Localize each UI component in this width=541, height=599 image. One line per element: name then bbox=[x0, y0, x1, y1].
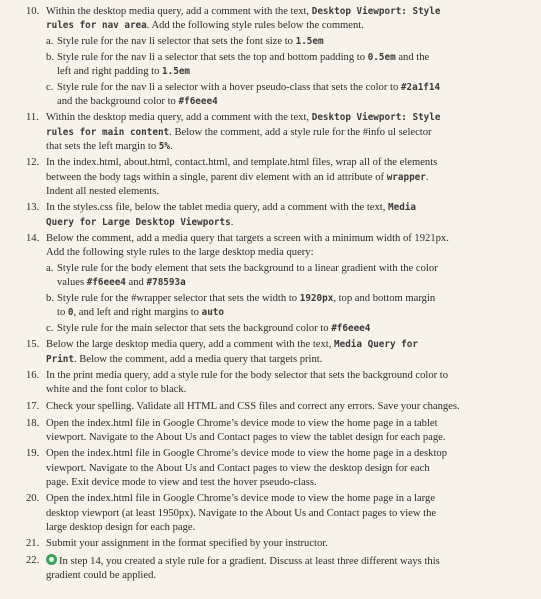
text-line bbox=[46, 353, 532, 367]
text-run: Check your spelling. Validate all HTML and CSS files and correct any errors. Save your changes. bbox=[46, 401, 460, 412]
text-line bbox=[46, 5, 532, 19]
text-line bbox=[46, 400, 532, 414]
text-run: In the styles.css file, below the tablet media query, add a comment with the text, bbox=[46, 202, 389, 214]
text-line bbox=[46, 383, 532, 397]
text-run: gradient could be applied. bbox=[46, 570, 157, 582]
text-run: Style rule for the nav li a selector with a hover pseudo-class that sets the color to bbox=[57, 81, 401, 93]
text-run: . bbox=[169, 140, 173, 152]
text-line bbox=[46, 140, 532, 154]
sub-item-label: b. bbox=[46, 51, 54, 63]
text-line bbox=[46, 537, 532, 551]
code-text: 1920px bbox=[299, 292, 334, 304]
code-text: 0 bbox=[67, 307, 74, 319]
sub-item-label: a. bbox=[46, 262, 54, 274]
item-number: 12. bbox=[26, 157, 40, 169]
sub-item-text bbox=[57, 35, 535, 49]
sub-item-label: a. bbox=[46, 35, 54, 47]
text-run: . bbox=[230, 216, 234, 228]
text-line bbox=[46, 201, 532, 215]
text-run: Open the index.html file in Google Chrome’s device mode to view the home page in a desktop bbox=[46, 448, 447, 460]
text-run: Style rule for the #wrapper selector that sets the width to bbox=[57, 292, 300, 304]
text-line bbox=[46, 369, 532, 383]
code-text: Media bbox=[388, 202, 417, 214]
text-run: left and right padding to bbox=[57, 65, 163, 77]
item-text bbox=[46, 232, 532, 260]
item-number: 17. bbox=[26, 401, 40, 412]
code-text: Desktop Viewport: Style bbox=[311, 6, 441, 17]
text-line bbox=[46, 476, 532, 490]
code-text: wrapper bbox=[386, 171, 426, 183]
text-line bbox=[46, 246, 532, 260]
text-run: Style rule for the main selector that sets the background color to bbox=[57, 322, 332, 334]
text-run: values bbox=[57, 277, 87, 289]
sub-item-text bbox=[57, 81, 535, 109]
text-line bbox=[57, 51, 535, 65]
text-line bbox=[46, 492, 532, 506]
text-run: to bbox=[57, 307, 68, 319]
text-line bbox=[46, 216, 532, 230]
text-line bbox=[46, 19, 532, 33]
code-text: 0.5em bbox=[367, 51, 396, 63]
text-run: , top and bottom margin bbox=[333, 292, 436, 304]
code-text: 1.5em bbox=[295, 35, 324, 47]
item-text bbox=[46, 447, 532, 490]
text-run: Below the comment, add a media query that targets a screen with a minimum width of 1921px. bbox=[46, 233, 449, 245]
sub-item-label: c. bbox=[46, 322, 54, 334]
text-line bbox=[46, 417, 532, 431]
text-run: Within the desktop media query, add a comment with the text, bbox=[46, 112, 312, 124]
text-line bbox=[46, 338, 532, 352]
code-text: #f6eee4 bbox=[86, 277, 126, 289]
text-line bbox=[46, 569, 532, 583]
text-run: Indent all nested elements. bbox=[46, 185, 159, 197]
text-run: , and left and right margins to bbox=[73, 307, 202, 319]
text-run: Below the large desktop media query, add a comment with the text, bbox=[46, 339, 335, 351]
item-text bbox=[46, 554, 532, 583]
sub-item-text bbox=[57, 51, 535, 79]
item-number: 16. bbox=[26, 370, 40, 382]
text-line bbox=[46, 185, 532, 199]
text-run: Within the desktop media query, add a comment with the text, bbox=[46, 6, 312, 17]
text-line bbox=[57, 292, 535, 306]
text-run: between the body tags within a single, parent div element with an id attribute of bbox=[46, 171, 387, 183]
item-number: 22. bbox=[26, 555, 40, 566]
code-text: auto bbox=[201, 307, 224, 319]
code-text: Print bbox=[46, 353, 74, 365]
item-number: 20. bbox=[26, 493, 40, 505]
sub-item-label: c. bbox=[46, 81, 54, 93]
code-text: Media Query for bbox=[334, 339, 418, 351]
code-text: Query for Large Desktop Viewports bbox=[46, 216, 231, 228]
text-run: and the background color to bbox=[57, 95, 179, 107]
text-run: Open the index.html file in Google Chrome’s device mode to view the home page in a tablet bbox=[46, 417, 438, 429]
code-text: rules for main content bbox=[46, 126, 170, 138]
text-run: desktop viewport (at least 1950px). Navigate to the About Us and Contact pages to view the bbox=[46, 507, 437, 519]
sub-item-text bbox=[57, 322, 535, 336]
text-run: Style rule for the body element that sets the background to a linear gradient with the color bbox=[57, 262, 438, 274]
code-text: #78593a bbox=[146, 277, 186, 289]
item-number: 13. bbox=[26, 202, 40, 214]
text-line bbox=[46, 171, 532, 185]
text-run: In the index.html, about.html, contact.html, and template.html files, wrap all of the elements bbox=[46, 157, 438, 169]
sub-item-label: b. bbox=[46, 292, 54, 304]
item-number: 14. bbox=[26, 233, 40, 245]
text-run: and bbox=[125, 277, 147, 289]
text-line bbox=[57, 81, 535, 95]
item-text bbox=[46, 201, 532, 229]
text-run: Style rule for the nav li selector that sets the font size to bbox=[57, 35, 296, 47]
text-line bbox=[57, 276, 535, 290]
text-run: page. Exit device mode to view and test the hover pseudo-class. bbox=[46, 476, 317, 488]
text-run: viewport. Navigate to the About Us and Contact pages to view the tablet design for each page. bbox=[46, 431, 446, 443]
code-text: #2a1f14 bbox=[400, 81, 441, 93]
text-line bbox=[46, 521, 532, 535]
sub-item-text bbox=[57, 262, 535, 290]
text-line bbox=[46, 126, 532, 140]
text-line bbox=[46, 156, 532, 170]
discussion-icon bbox=[46, 554, 57, 565]
text-run: large desktop design for each page. bbox=[46, 521, 196, 533]
text-line bbox=[46, 111, 532, 125]
code-text: 1.5em bbox=[162, 65, 191, 77]
item-text bbox=[46, 537, 532, 551]
text-run: . Below the comment, add a media query that targets print. bbox=[74, 353, 323, 365]
text-line bbox=[46, 232, 532, 246]
text-line bbox=[57, 95, 535, 109]
text-line bbox=[46, 431, 532, 445]
item-text bbox=[46, 400, 532, 414]
text-run: . Add the following style rules below the comment. bbox=[146, 20, 364, 32]
text-run: Style rule for the nav li a selector that sets the top and bottom padding to bbox=[57, 51, 368, 63]
item-text bbox=[46, 111, 532, 154]
text-line bbox=[57, 262, 535, 276]
text-run: that sets the left margin to bbox=[46, 140, 159, 152]
item-text bbox=[46, 492, 532, 535]
item-number: 21. bbox=[26, 538, 40, 550]
text-run: In step 14, you created a style rule for a gradient. Discuss at least three different ways this bbox=[59, 556, 440, 567]
item-number: 18. bbox=[26, 417, 40, 429]
text-line bbox=[57, 65, 535, 79]
text-line bbox=[46, 447, 532, 461]
item-text bbox=[46, 156, 532, 199]
item-text bbox=[46, 417, 532, 445]
sub-item-text bbox=[57, 292, 535, 320]
item-number: 15. bbox=[26, 339, 40, 351]
text-run: and the bbox=[395, 51, 430, 63]
text-line bbox=[46, 507, 532, 521]
code-text: #f6eee4 bbox=[178, 95, 218, 107]
text-line bbox=[46, 462, 532, 476]
text-run: In the print media query, add a style rule for the body selector that sets the background color to bbox=[46, 370, 449, 382]
code-text: #f6eee4 bbox=[331, 322, 371, 334]
text-line bbox=[57, 322, 535, 336]
code-text: 5% bbox=[158, 140, 170, 152]
item-text bbox=[46, 338, 532, 366]
text-run: Add the following style rules to the large desktop media query: bbox=[46, 247, 314, 259]
text-line bbox=[57, 306, 535, 320]
item-number: 10. bbox=[26, 6, 40, 17]
text-run: . Below the comment, add a style rule for the #info ul selector bbox=[169, 126, 432, 138]
code-text: Desktop Viewport: Style bbox=[311, 112, 441, 124]
item-text bbox=[46, 369, 532, 397]
text-run: Open the index.html file in Google Chrome’s device mode to view the home page in a large bbox=[46, 493, 436, 505]
text-line bbox=[57, 35, 535, 49]
text-run: viewport. Navigate to the About Us and Contact pages to view the desktop design for each bbox=[46, 462, 430, 474]
text-run: Submit your assignment in the format specified by your instructor. bbox=[46, 538, 328, 550]
item-number: 11. bbox=[26, 112, 39, 124]
text-run: . bbox=[425, 171, 429, 183]
item-number: 19. bbox=[26, 448, 40, 460]
code-text: rules for nav area bbox=[46, 20, 147, 32]
text-run: white and the font color to black. bbox=[46, 384, 187, 396]
item-text bbox=[46, 5, 532, 33]
